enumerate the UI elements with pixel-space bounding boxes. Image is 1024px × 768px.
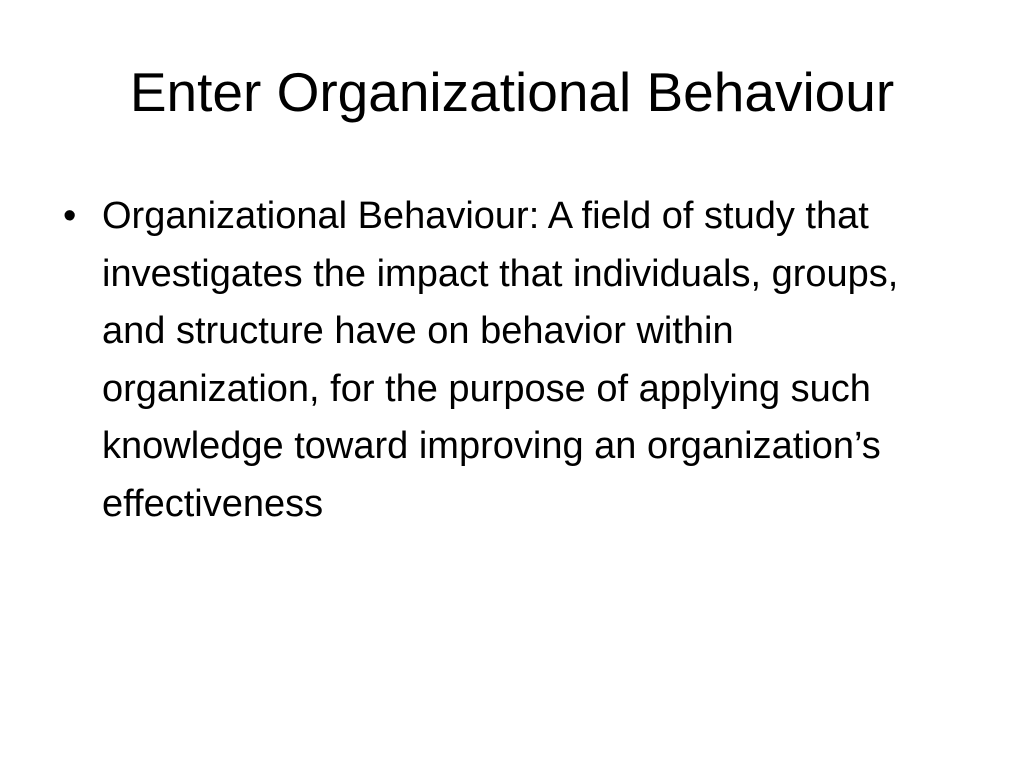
slide-title: Enter Organizational Behaviour	[129, 61, 895, 123]
bullet-text-definition: Organizational Behaviour: A field of study that investigates the impact that individuals, groups, and structure have on behavior within organization, for the purpose of applying such knowledge toward improving an organization’s effectiveness	[102, 195, 899, 525]
bullet-marker: •	[63, 195, 77, 237]
bullet-item	[60, 188, 960, 533]
bullet-list	[60, 188, 960, 533]
